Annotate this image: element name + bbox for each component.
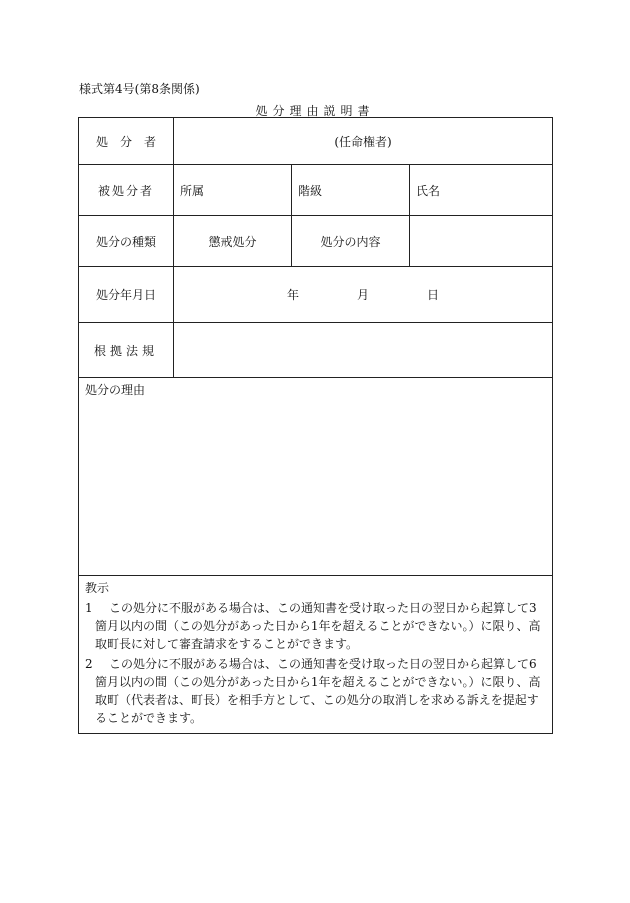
disposition-type-row [79,216,553,267]
disposition-content-label: 処分の内容 [292,216,410,267]
notice-item-number: 1 [85,601,93,615]
notice-section [79,576,553,734]
notice-item-1 [85,599,546,653]
disposition-type-value: 懲戒処分 [174,216,292,267]
notice-item-text: この処分に不服がある場合は、この通知書を受け取った日の翌日から起算して6箇月以内の間（この処分があった日から1年を超えることができない。）に限り、高取町（代表者は、町長）を相手方として、この処分の取消しを求める訴えを提起することができます。 [95,657,541,725]
notice-item-number: 2 [85,657,93,671]
month-unit: 月 [357,288,370,302]
disposition-content-value [410,216,553,267]
legal-basis-label: 根拠法規 [79,323,174,378]
day-unit: 日 [427,288,440,302]
notice-heading: 教示 [85,581,110,595]
disposition-date-label: 処分年月日 [79,267,174,323]
disposition-form-table [78,117,553,734]
subject-row [79,165,553,216]
disposer-label: 処 分 者 [79,118,174,165]
disposition-type-label: 処分の種類 [79,216,174,267]
form-number: 様式第4号(第8条関係) [79,82,200,96]
reason-section [79,378,553,576]
disposer-row [79,118,553,165]
reason-label: 処分の理由 [85,383,146,397]
notice-row [79,576,553,734]
reason-row [79,378,553,576]
year-unit: 年 [286,288,299,302]
legal-basis-row [79,323,553,378]
notice-item-text: この処分に不服がある場合は、この通知書を受け取った日の翌日から起算して3箇月以内の間（この処分があった日から1年を超えることができない。）に限り、高取町長に対して審査請求をすることができます。 [95,601,541,651]
disposition-date-value [174,267,553,323]
affiliation-field: 所属 [174,165,292,216]
name-field: 氏名 [410,165,553,216]
legal-basis-value [174,323,553,378]
notice-item-2 [85,655,546,727]
document-title: 処分理由説明書 [255,104,375,118]
rank-field: 階級 [292,165,410,216]
disposer-value: (任命権者) [174,118,553,165]
disposition-date-row [79,267,553,323]
subject-label: 被処分者 [79,165,174,216]
